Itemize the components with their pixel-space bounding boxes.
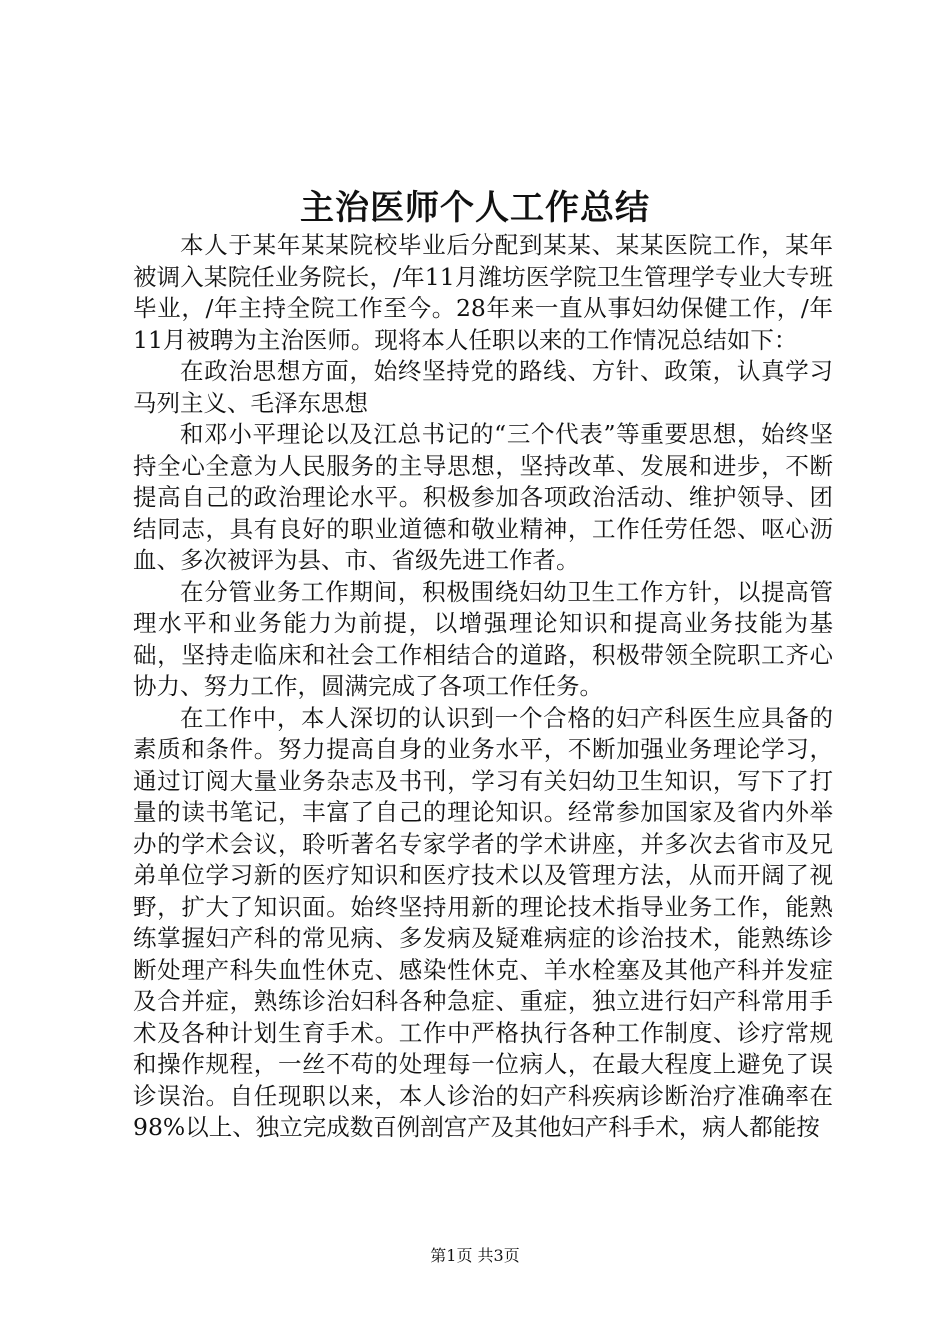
document-title: 主治医师个人工作总结 <box>300 188 650 228</box>
page-footer: 第1页 共3页 <box>430 1246 520 1265</box>
document-body <box>133 230 833 1144</box>
paragraph-intro: 本人于某年某某院校毕业后分配到某某、某某医院工作，某年被调入某院任业务院长，/年11月潍坊医学院卫生管理学专业大专班毕业，/年主持全院工作至今。28年来一直从事妇幼保健工作，/年11月被聘为主治医师。现将本人任职以来的工作情况总结如下： <box>133 231 833 354</box>
paragraph-political-thought: 在政治思想方面，始终坚持党的路线、方针、政策，认真学习马列主义、毛泽东思想 <box>133 357 833 417</box>
paragraph-professional-work: 在工作中，本人深切的认识到一个合格的妇产科医生应具备的素质和条件。努力提高自身的业务水平，不断加强业务理论学习，通过订阅大量业务杂志及书刊，学习有关妇幼卫生知识，写下了打量的读书笔记，丰富了自己的理论知识。经常参加国家及省内外举办的学术会议，聆听著名专家学者的学术讲座，并多次去省市及兄弟单位学习新的医疗知识和医疗技术以及管理方法，从而开阔了视野，扩大了知识面。始终坚持用新的理论技术指导业务工作，能熟练掌握妇产科的常见病、多发病及疑难病症的诊治技术，能熟练诊断处理产科失血性休克、感染性休克、羊水栓塞及其他产科并发症及合并症，熟练诊治妇科各种急症、重症，独立进行妇产科常用手术及各种计划生育手术。工作中严格执行各种工作制度、诊疗常规和操作规程，一丝不苟的处理每一位病人，在最大程度上避免了误诊误治。自任现职以来，本人诊治的妇产科疾病诊断治疗准确率在98%以上、独立完成数百例剖宫产及其他妇产科手术，病人都能按 <box>133 703 833 1141</box>
paragraph-theory-study: 和邓小平理论以及江总书记的“三个代表”等重要思想，始终坚持全心全意为人民服务的主导思想，坚持改革、发展和进步，不断提高自己的政治理论水平。积极参加各项政治活动、维护领导、团结同志，具有良好的职业道德和敬业精神，工作任劳任怨、呕心沥血、多次被评为县、市、省级先进工作者。 <box>133 420 833 574</box>
paragraph-management-work: 在分管业务工作期间，积极围绕妇幼卫生工作方针，以提高管理水平和业务能力为前提，以增强理论知识和提高业务技能为基础，坚持走临床和社会工作相结合的道路，积极带领全院职工齐心协力、努力工作，圆满完成了各项工作任务。 <box>133 577 833 700</box>
